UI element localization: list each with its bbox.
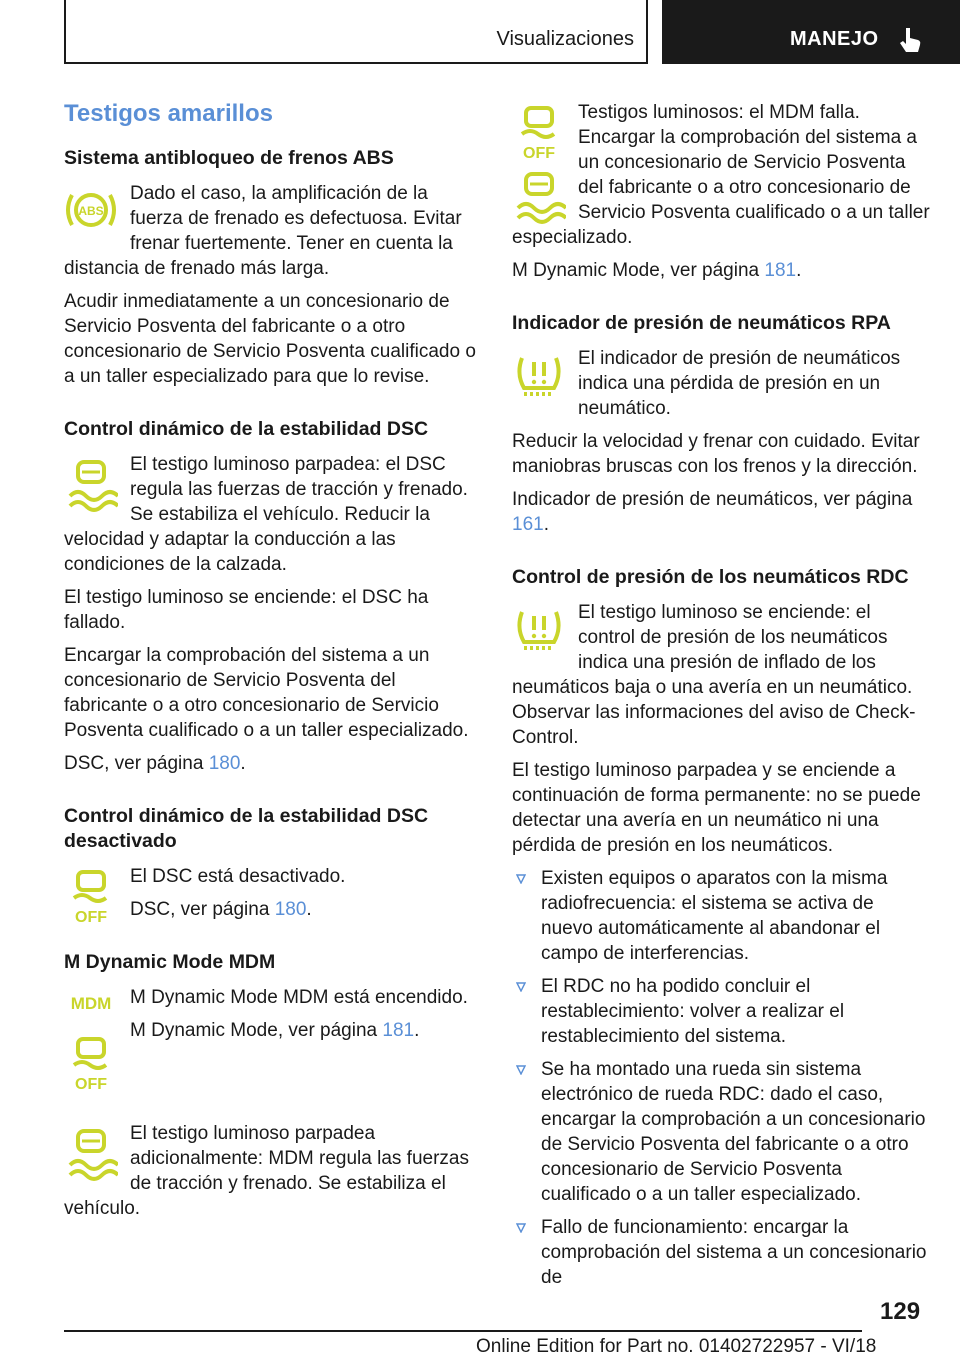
abs-text-1: Dado el caso, la amplificación de la fuerza de frenado es defectuosa. Evitar frenar fuertemente. Tener en cuenta la distancia de frenado más larga. — [64, 183, 462, 279]
svg-text:OFF: OFF — [75, 1076, 107, 1091]
mdm-fault-page-link[interactable]: 181 — [764, 260, 797, 281]
header-chapter-label: MANEJO — [790, 28, 879, 50]
abs-text-2: Acudir inmediatamente a un concesionario de Servicio Posventa del fabricante o a otro concesionario de Servicio Posventa cualificado o a un taller especializado para que lo revise. — [64, 291, 476, 387]
mdm-fault-text: Testigos luminosos: el MDM falla. Encargar la comprobación del sistema a un concesionario de Servicio Posventa del fabricante o a otro concesionario de Servicio Posventa cualificado o a un taller especializado. — [512, 102, 930, 248]
abs-block — [64, 181, 482, 289]
list-item: Existen equipos o aparatos con la misma radiofrecuencia: el sistema se activa de nuevo automáticamente al abandonar el campo de interferencias. — [512, 866, 930, 966]
dsc-off-page-link[interactable]: 180 — [274, 899, 307, 920]
mdm-reference: M Dynamic Mode, ver página 181. — [130, 1020, 420, 1041]
footer-edition: Online Edition for Part no. 01402722957 - VI/18 — [476, 1336, 877, 1357]
mdm-flash-block — [64, 1121, 482, 1229]
dsc-off-text: El DSC está desactivado. — [130, 866, 346, 887]
mdm-fault-skid-icon — [512, 168, 566, 224]
mdm-icon — [64, 989, 118, 1019]
rdc-heading: Control de presión de los neumáticos RDC — [512, 566, 909, 588]
rpa-text-2: Reducir la velocidad y frenar con cuidado. Evitar maniobras bruscas con los frenos y la dirección. — [512, 431, 920, 477]
page-number: 129 — [880, 1298, 921, 1325]
left-column — [64, 100, 482, 1229]
rpa-text-1: El indicador de presión de neumáticos indica una pérdida de presión en un neumático. — [578, 348, 901, 419]
mdm-fault-icons — [512, 104, 572, 224]
dsc-off-heading: Control dinámico de la estabilidad DSC desactivado — [64, 805, 429, 852]
right-column — [512, 100, 930, 1298]
dsc-heading: Control dinámico de la estabilidad DSC — [64, 418, 429, 440]
rpa-reference: Indicador de presión de neumáticos, ver página 161. — [512, 489, 913, 535]
list-item: Fallo de funcionamiento: encargar la comprobación del sistema a un concesionario de — [512, 1215, 930, 1290]
rdc-text-1: El testigo luminoso se enciende: el control de presión de los neumáticos indica una presión de inflado de los neumáticos baja o una avería en un neumático. Observar las informaciones del aviso de Check-Control. — [512, 602, 916, 748]
rpa-block — [512, 346, 930, 429]
rdc-block — [512, 600, 930, 758]
rpa-heading: Indicador de presión de neumáticos RPA — [512, 312, 891, 334]
mdm-fault-reference: M Dynamic Mode, ver página 181. — [512, 260, 802, 281]
dsc-off-block — [64, 864, 482, 930]
header-chapter-tab — [662, 0, 960, 64]
triangle-bullet-icon — [516, 1065, 526, 1075]
dsc-reference: DSC, ver página 180. — [64, 753, 246, 774]
rdc-bullet-list — [512, 866, 930, 1290]
tire-pressure-icon — [512, 350, 572, 400]
mdm-text-1: M Dynamic Mode MDM está encendido. — [130, 987, 468, 1008]
triangle-bullet-icon — [516, 982, 526, 992]
mdm-block — [64, 985, 482, 1091]
dsc-page-link[interactable]: 180 — [208, 753, 241, 774]
header-section-title: Visualizaciones — [496, 28, 634, 50]
rdc-text-2: El testigo luminoso parpadea y se enciende a continuación de forma permanente: no se puede detectar una avería en un neumático ni una pérdida de presión en los neumáticos. — [512, 760, 921, 856]
mdm-page-link[interactable]: 181 — [382, 1020, 415, 1041]
triangle-bullet-icon — [516, 1223, 526, 1233]
svg-text:OFF: OFF — [523, 145, 555, 160]
dsc-text-1: El testigo luminoso parpadea: el DSC regula las fuerzas de tracción y frenado. Se estabiliza el vehículo. Reducir la velocidad y adaptar la conducción a las condiciones de la calzada. — [64, 454, 468, 575]
dsc-off-reference: DSC, ver página 180. — [130, 899, 312, 920]
triangle-bullet-icon — [516, 874, 526, 884]
svg-text:OFF: OFF — [75, 909, 107, 924]
mdm-text-2: El testigo luminoso parpadea adicionalmente: MDM regula las fuerzas de tracción y frenado. Se estabiliza el vehículo. — [64, 1123, 469, 1219]
pointing-hand-icon — [898, 26, 922, 54]
dsc-block — [64, 452, 482, 585]
mdm-heading: M Dynamic Mode MDM — [64, 951, 276, 973]
list-item: El RDC no ha podido concluir el restablecimiento: volver a realizar el restablecimiento del sistema. — [512, 974, 930, 1049]
tire-pressure-icon — [512, 604, 572, 654]
svg-text:MDM: MDM — [70, 994, 112, 1013]
dsc-text-2: El testigo luminoso se enciende: el DSC ha fallado. — [64, 587, 429, 633]
mdm-icons — [64, 989, 124, 1091]
mdm-off-icon — [64, 1035, 118, 1091]
abs-heading: Sistema antibloqueo de frenos ABS — [64, 147, 394, 169]
mdm-fault-block — [512, 100, 930, 258]
dsc-text-3: Encargar la comprobación del sistema a un concesionario de Servicio Posventa del fabricante o a otro concesionario de Servicio Posventa cualificado o a un taller especializado. — [64, 645, 469, 741]
rpa-page-link[interactable]: 161 — [512, 514, 544, 535]
dsc-off-icon — [64, 868, 124, 924]
list-item: Se ha montado una rueda sin sistema electrónico de rueda RDC: dado el caso, encargar la comprobación a un concesionario de Servicio Posventa del fabricante o a otro concesionario de Servicio Posventa cualificado o a un taller especializado. — [512, 1057, 930, 1207]
svg-text:ABS: ABS — [78, 204, 104, 218]
footer-divider — [64, 1330, 862, 1332]
mdm-fault-off-icon — [512, 104, 566, 160]
section-title: Testigos amarillos — [64, 100, 273, 127]
dsc-skid-icon — [64, 456, 124, 512]
abs-warning-icon — [64, 185, 124, 235]
mdm-skid-icon — [64, 1125, 124, 1181]
